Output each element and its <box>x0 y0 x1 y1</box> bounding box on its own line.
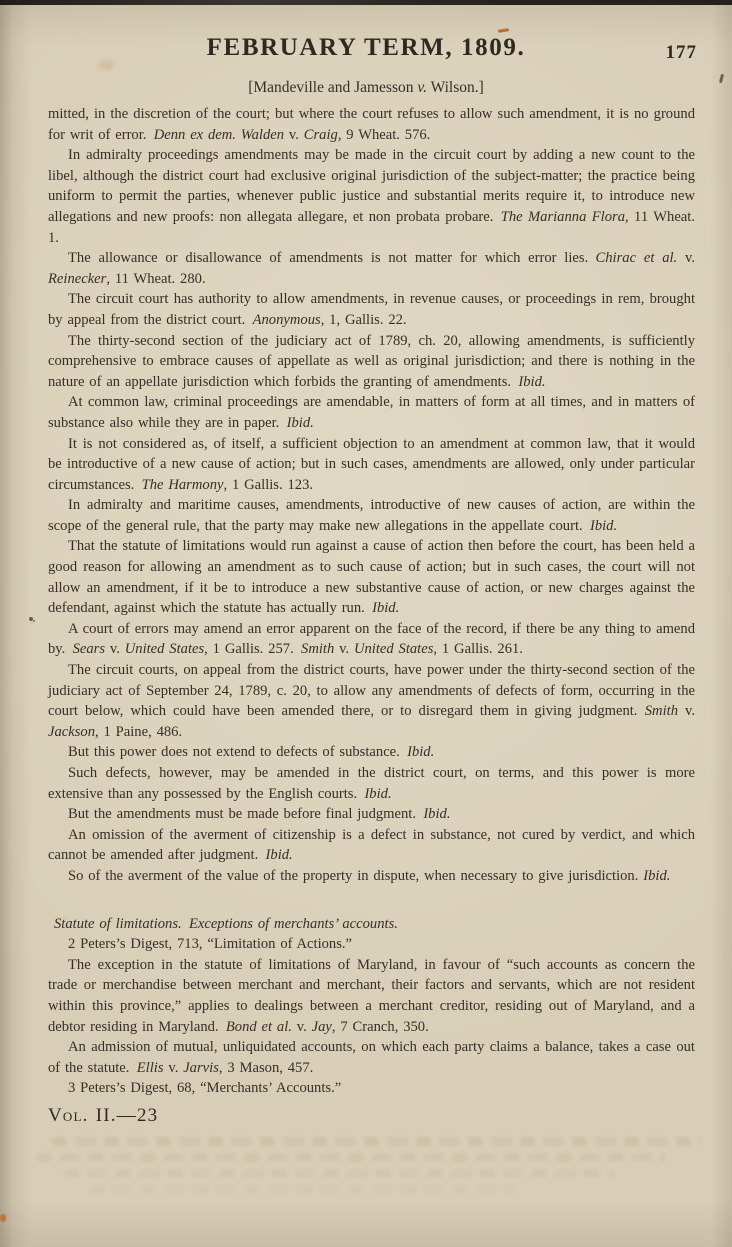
paragraph <box>48 804 695 825</box>
paragraph <box>48 742 695 763</box>
text-run: But the amendments must be made before final judgment. <box>68 806 424 823</box>
italic-citation: Anonymous <box>252 311 321 328</box>
text-run: v. <box>334 641 354 658</box>
italic-citation: Jarvis <box>183 1059 219 1076</box>
paragraph <box>48 866 695 887</box>
italic-citation: Ibid. <box>518 373 546 390</box>
italic-citation: The Marianna Flora <box>500 208 626 225</box>
paragraph <box>48 536 695 618</box>
text-run: At common law, criminal proceedings are amendable, in matters of form at all times, and in matters of substance also while they are in paper. <box>48 394 695 431</box>
paragraph <box>48 1078 695 1099</box>
volume-signature: Vol. II.—23 <box>48 1104 159 1126</box>
italic-citation: Jay <box>311 1018 332 1035</box>
text-run: , 1 Gallis. 257. <box>204 641 302 658</box>
scan-top-edge <box>0 0 732 5</box>
text-run: In admiralty and maritime causes, amendments, introductive of new causes of action, are within the scope of the general rule, that the party may make new allegations in the appellate court. <box>48 497 695 534</box>
text-run: v. <box>163 1059 184 1076</box>
ink-smudge <box>498 28 509 33</box>
text-run: , 7 Cranch, 350. <box>331 1018 429 1035</box>
italic-citation: Ibid. <box>643 867 671 884</box>
text-run: The allowance or disallowance of amendments is not matter for which error lies. <box>68 250 596 267</box>
text-run: The exception in the statute of limitations of Maryland, in favour of “such accounts as concern the trade or merchandise between merchant and merchant, their factors and servants, which are not resident within this province,” applies to dealings between a merchant creditor, residing out of Maryland, and a debtor residing in Maryland. <box>48 956 695 1035</box>
text-run: , 11 Wheat. 280. <box>106 270 206 287</box>
italic-citation: Smith <box>644 703 678 720</box>
italic-citation: Ibid. <box>286 414 314 431</box>
text-run: A court of errors may amend an error apparent on the face of the record, if there be any thing to amend by. <box>48 620 695 658</box>
italic-citation: Smith <box>301 641 335 658</box>
text-run: v. <box>677 250 695 267</box>
paragraph <box>48 825 695 866</box>
paragraph <box>48 619 695 660</box>
text-run: 3 Peters’s Digest, 68, “Merchants’ Accounts.” <box>68 1080 342 1097</box>
bleed-through-line <box>36 1153 666 1162</box>
bleed-through-text <box>34 1130 706 1201</box>
paragraph <box>48 934 695 955</box>
paragraph <box>48 331 695 393</box>
italic-citation: Denn ex dem. Walden <box>153 126 285 143</box>
paragraph <box>48 145 695 248</box>
text-run: But this power does not extend to defects of substance. <box>68 744 408 761</box>
italic-citation: The Harmony <box>141 476 224 493</box>
italic-citation: Chirac et al. <box>595 250 678 267</box>
paragraph <box>48 763 695 804</box>
text-run: [Mandeville and Jamesson <box>248 79 418 96</box>
paragraph <box>48 495 695 536</box>
italic-citation: Ibid. <box>589 517 618 534</box>
bleed-through-line <box>89 1185 516 1194</box>
italic-citation: v. <box>417 79 427 96</box>
text-run: An admission of mutual, unliquidated accounts, on which each party claims a balance, takes a case out of the statute. <box>48 1039 695 1076</box>
paragraph <box>48 392 695 433</box>
text-run: , 9 Wheat. 576. <box>337 126 431 143</box>
text-run: v. <box>291 1018 312 1035</box>
text-run: Statute of limitations. Exceptions of merchants’ accounts. <box>54 915 398 932</box>
edge-speck <box>0 1214 6 1222</box>
text-run: An omission of the averment of citizenship is a defect in substance, not cured by verdict, and which cannot be amended after judgment. <box>48 826 695 864</box>
italic-citation: Reinecker <box>48 270 107 287</box>
text-run: v. <box>284 126 304 143</box>
italic-citation: United States <box>124 641 205 658</box>
italic-citation: Ibid. <box>265 847 293 864</box>
italic-citation: Ibid. <box>364 785 392 802</box>
text-run: Such defects, however, may be amended in the district court, on terms, and this power is more extensive than any possessed by the English courts. <box>48 765 695 802</box>
italic-citation: Bond et al. <box>225 1018 292 1035</box>
paragraph <box>48 955 695 1037</box>
text-run: The circuit court has authority to allow amendments, in revenue causes, or proceedings in rem, brought by appeal from the district court. <box>48 291 695 328</box>
content-blocks <box>48 104 695 1099</box>
italic-citation: United States <box>353 641 434 658</box>
italic-citation: Jackson <box>48 723 96 740</box>
italic-citation: Ibid. <box>407 744 435 761</box>
italic-citation: Craig <box>303 126 338 143</box>
text-run: , 11 Wheat. 1. <box>48 208 695 246</box>
bleed-through-line <box>64 1169 616 1178</box>
text-run: , 3 Mason, 457. <box>218 1059 314 1076</box>
paragraph <box>48 660 695 742</box>
text-run: , 1 Paine, 486. <box>95 723 183 740</box>
paragraph <box>48 248 695 289</box>
bleed-through-line <box>52 1137 702 1146</box>
text-run: Wilson.] <box>426 79 484 96</box>
text-run: 2 Peters’s Digest, 713, “Limitation of Actions.” <box>68 936 353 953</box>
text-run: , 1 Gallis. 123. <box>223 476 314 493</box>
page-body <box>48 104 695 1127</box>
section-heading <box>48 914 695 935</box>
text-run: The circuit courts, on appeal from the district courts, have power under the thirty-second section of the judiciary act of September 24, 1789, c. 20, to allow any amendments of defects of form, occurring in the court below, which could have been amended there, or to disregard them in giving judgment. <box>48 662 695 720</box>
text-run: It is not considered as, of itself, a sufficient objection to an amendment at common law, that it would be introductive of a new cause of action; but in such cases, amendments are allowed, only under particular circumstances. <box>48 435 695 493</box>
page-number: 177 <box>665 42 697 63</box>
paragraph <box>48 1037 695 1078</box>
italic-citation: Ibid. <box>423 806 451 823</box>
text-run: v. <box>678 703 695 720</box>
italic-citation: Sears <box>72 641 106 658</box>
text-run: That the statute of limitations would run against a cause of action then before the court, has been held a good reason for allowing an amendment as to such cause of action; but in such cases, the court will not allow an amendment, if it be to introduce a new substantive cause of action, or new charges against the defendant, against which the statute has actually run. <box>48 538 695 617</box>
running-head: FEBRUARY TERM, 1809. <box>206 34 526 61</box>
continuation <box>48 104 695 145</box>
case-caption <box>0 79 732 97</box>
text-run: The thirty-second section of the judiciary act of 1789, ch. 20, allowing amendments, is sufficiently comprehensive to embrace causes of appellate as well as original jurisdiction; and there is nothing in the nature of an appellate jurisdiction which forbids the granting of amendments. <box>48 332 695 390</box>
text-run: mitted, in the discretion of the court; but where the court refuses to allow such amendment, it is no ground for writ of error. <box>48 106 695 143</box>
paragraph <box>48 434 695 496</box>
text-run: , 1 Gallis. 261. <box>433 641 523 658</box>
italic-citation: Ibid. <box>372 600 400 617</box>
text-run: , 1, Gallis. 22. <box>320 311 407 328</box>
text-run: So of the averment of the value of the property in dispute, when necessary to give jurisdiction. <box>68 867 644 884</box>
italic-citation: Ellis <box>136 1059 164 1076</box>
paragraph <box>48 289 695 330</box>
text-run: In admiralty proceedings amendments may be made in the circuit court by adding a new count to the libel, although the district court had exclusive original jurisdiction of the subject-matter; the practice being uniform to permit the parties, whenever public justice and substantial merits require it, to introduce new allegations and new proofs: non allegata allegare, et non probata probare. <box>48 147 695 225</box>
margin-mark <box>29 617 33 621</box>
text-run: v. <box>105 641 125 658</box>
